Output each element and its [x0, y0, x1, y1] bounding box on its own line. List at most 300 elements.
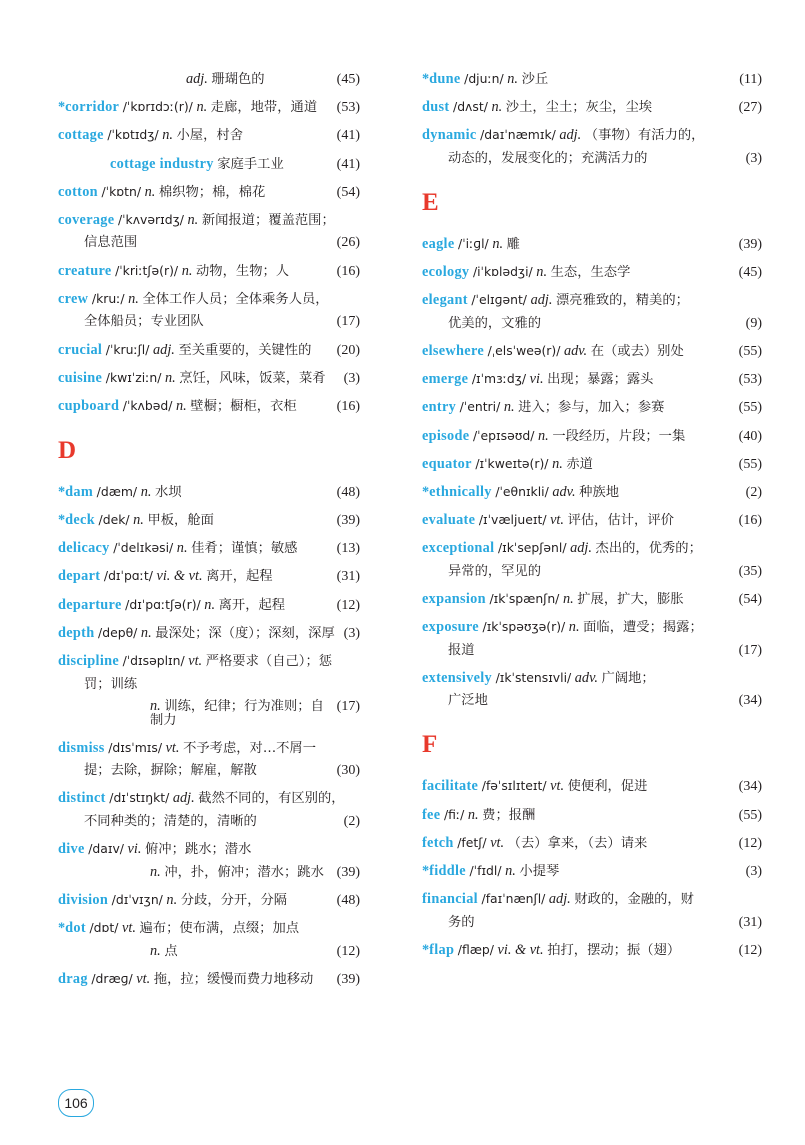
definition: 离开，起程 — [206, 569, 273, 585]
part-of-speech: adj. — [186, 71, 208, 87]
entry-text — [58, 569, 337, 583]
headword: extensively — [422, 669, 493, 686]
part-of-speech: n. — [181, 262, 193, 279]
page-reference: (3) — [745, 150, 762, 166]
entry-line — [422, 400, 762, 415]
dictionary-entry — [422, 293, 762, 331]
page-reference: (30) — [336, 763, 360, 779]
entry-text — [58, 814, 344, 828]
page-reference: (13) — [336, 541, 360, 557]
page-reference: (41) — [336, 156, 360, 172]
entry-line — [422, 316, 762, 331]
page-reference: (54) — [336, 184, 360, 200]
page-reference: (54) — [738, 591, 762, 607]
phonetic-transcription: /djuːn/ — [464, 71, 504, 86]
part-of-speech: vt. — [165, 739, 180, 756]
page-reference: (40) — [738, 428, 762, 444]
headword: equator — [422, 455, 472, 472]
entry-text — [58, 598, 337, 612]
definition: 优美的，文雅的 — [448, 315, 542, 331]
page-reference: (55) — [738, 807, 762, 823]
entry-text — [58, 343, 337, 357]
definition: 面临，遭受；揭露； — [583, 620, 703, 636]
headword: financial — [422, 891, 478, 908]
dictionary-entry — [58, 292, 360, 330]
dictionary-entry — [422, 128, 762, 166]
definition: 扩展，扩大，膨胀 — [577, 591, 684, 607]
page-reference — [357, 742, 361, 756]
dictionary-entry — [58, 128, 360, 143]
asterisk-marker: * — [58, 920, 66, 937]
headword: episode — [422, 427, 470, 444]
entry-text — [58, 842, 357, 856]
headword: dismiss — [58, 739, 105, 756]
entry-line — [422, 592, 762, 607]
entry-line — [58, 626, 360, 641]
part-of-speech: n. — [187, 211, 199, 228]
definition: （去）拿来，（去）请来 — [507, 835, 648, 851]
entry-line — [58, 485, 360, 500]
dictionary-entry — [422, 892, 762, 930]
dictionary-entry — [422, 513, 762, 528]
definition: 壁橱；橱柜，衣柜 — [190, 398, 297, 414]
phonetic-transcription: /dek/ — [98, 512, 130, 528]
dictionary-entry — [422, 237, 762, 252]
page-reference: (2) — [745, 484, 762, 500]
dictionary-entry — [58, 157, 360, 172]
page-reference: (3) — [745, 863, 762, 879]
definition: 水坝 — [155, 484, 182, 500]
headword: depart — [58, 568, 101, 585]
letter-heading-f: F — [422, 731, 438, 759]
dictionary-entry — [58, 485, 360, 500]
phonetic-transcription: /depθ/ — [98, 624, 138, 640]
entry-line — [58, 292, 360, 307]
entry-line — [422, 564, 762, 579]
part-of-speech: adj. — [172, 790, 195, 807]
entry-line — [58, 513, 360, 528]
page-reference — [357, 922, 361, 936]
dictionary-entry — [58, 72, 360, 87]
page-reference: (53) — [336, 100, 360, 116]
phonetic-transcription: /ˈelɪɡənt/ — [471, 292, 527, 308]
entry-text — [58, 763, 337, 777]
page-reference — [357, 843, 361, 857]
part-of-speech: n. — [176, 540, 188, 557]
entry-text — [422, 72, 739, 86]
page-reference: (3) — [343, 370, 360, 386]
definition: 珊瑚色的 — [211, 72, 265, 87]
asterisk-marker: * — [422, 941, 430, 958]
headword: division — [58, 891, 109, 908]
entry-line — [422, 836, 762, 851]
two-column-layout — [0, 72, 805, 1000]
dictionary-entry — [422, 864, 762, 879]
definition: 信息范围 — [84, 235, 138, 251]
definition: 严格要求（自己）；惩 — [205, 654, 333, 669]
entry-text — [422, 265, 739, 279]
phonetic-transcription: /ˈkɒtɪdʒ/ — [107, 127, 159, 143]
headword: elsewhere — [422, 342, 484, 359]
entry-text — [58, 541, 337, 555]
dictionary-entry — [58, 100, 360, 115]
entry-line — [422, 151, 762, 166]
headword: emerge — [422, 371, 469, 388]
dictionary-entry — [58, 791, 360, 829]
phonetic-transcription: /ɪkˈsepʃənl/ — [497, 540, 567, 556]
part-of-speech: n. — [568, 619, 580, 636]
page-reference: (3) — [343, 625, 360, 641]
left-column — [0, 72, 402, 1000]
part-of-speech: vt. — [136, 970, 151, 987]
phonetic-transcription: /fetʃ/ — [457, 834, 487, 850]
part-of-speech: n. — [503, 399, 515, 416]
headword: cotton — [58, 183, 98, 200]
phonetic-transcription: /ɪkˈstensɪvli/ — [495, 669, 572, 685]
headword: fee — [422, 806, 441, 823]
phonetic-transcription: /dɒt/ — [89, 920, 119, 936]
headword: exposure — [422, 619, 479, 636]
definition: 漂亮雅致的，精美的； — [555, 293, 689, 309]
entry-text — [422, 836, 739, 850]
dictionary-entry — [422, 592, 762, 607]
entry-line — [58, 763, 360, 778]
headword: fetch — [422, 834, 454, 851]
entry-line — [58, 972, 360, 987]
definition: 不予考虑，对…不屑一 — [183, 740, 317, 756]
page-reference: (12) — [738, 942, 762, 958]
part-of-speech: n. — [175, 397, 187, 414]
headword: fiddle — [429, 862, 466, 879]
headword: exceptional — [422, 540, 495, 557]
entry-text — [58, 314, 337, 328]
part-of-speech: vt. — [188, 653, 203, 669]
entry-text — [422, 671, 759, 685]
definition: 动态的，发展变化的；充满活力的 — [448, 150, 648, 166]
entry-line — [422, 100, 762, 115]
entry-text — [422, 457, 739, 471]
page-reference — [759, 294, 763, 308]
entry-text — [422, 620, 759, 634]
headword: crucial — [58, 341, 103, 358]
entry-line — [58, 314, 360, 329]
dictionary-entry — [58, 598, 360, 613]
definition: 沙土，尘土；灰尘，尘埃 — [505, 100, 653, 116]
phonetic-transcription: /iˈkɒlədʒi/ — [472, 264, 533, 280]
entry-line — [58, 399, 360, 414]
page-reference: (55) — [738, 343, 762, 359]
definition: 提；去除，摒除；解雇，解散 — [84, 763, 257, 779]
page-reference: (31) — [336, 569, 360, 585]
part-of-speech: vt. — [490, 834, 505, 851]
entry-text — [58, 865, 337, 879]
asterisk-marker: * — [422, 483, 430, 500]
asterisk-marker: * — [58, 483, 66, 500]
headword: facilitate — [422, 778, 479, 795]
page-reference: (39) — [738, 236, 762, 252]
entry-text — [58, 485, 337, 499]
definition: 报道 — [448, 642, 475, 658]
page-reference: (55) — [738, 400, 762, 416]
entry-line — [58, 72, 360, 87]
page-reference: (11) — [739, 72, 762, 87]
entry-line — [422, 265, 762, 280]
headword: departure — [58, 596, 122, 613]
page-reference: (17) — [738, 642, 762, 658]
headword: corridor — [65, 99, 120, 116]
definition: 一段经历，片段；一集 — [552, 428, 686, 444]
dictionary-entry — [422, 836, 762, 851]
dictionary-entry — [422, 400, 762, 415]
page-reference: (17) — [336, 314, 360, 330]
headword: dust — [422, 99, 450, 116]
page-reference — [357, 293, 361, 307]
entry-line — [58, 128, 360, 143]
page-reference — [759, 893, 763, 907]
phonetic-transcription: /ˈiːɡl/ — [458, 235, 489, 251]
dictionary-entry — [58, 541, 360, 556]
definition: 遍布；使布满，点缀；加点 — [139, 921, 300, 937]
part-of-speech: n. — [144, 183, 156, 200]
definition: 俯冲；跳水；潜水 — [145, 842, 252, 858]
phonetic-transcription: /fiː/ — [443, 806, 465, 822]
headword: distinct — [58, 790, 106, 807]
dictionary-entry — [422, 72, 762, 87]
phonetic-transcription: /kwɪˈziːn/ — [105, 369, 162, 385]
dictionary-entry — [422, 100, 762, 115]
dictionary-entry — [58, 842, 360, 880]
headword: drag — [58, 970, 88, 987]
entry-text — [58, 264, 337, 278]
entry-line — [422, 344, 762, 359]
page-reference — [759, 129, 763, 143]
entry-text — [422, 400, 739, 414]
part-of-speech: adv. — [563, 342, 588, 359]
headword: elegant — [422, 292, 468, 309]
page-reference: (12) — [336, 597, 360, 613]
entry-line — [422, 643, 762, 658]
part-of-speech: n. — [536, 264, 548, 281]
entry-text — [58, 741, 357, 755]
part-of-speech: vt. — [550, 778, 565, 795]
part-of-speech: adj. — [530, 292, 553, 309]
definition: 务的 — [448, 914, 475, 930]
entry-text — [58, 513, 337, 527]
entry-line — [422, 943, 762, 958]
part-of-speech: n. — [538, 427, 549, 444]
phonetic-transcription: /kruː/ — [91, 290, 125, 306]
phonetic-transcription: /ˌelsˈweə(r)/ — [487, 342, 561, 358]
part-of-speech: adj. — [559, 127, 582, 144]
definition: 广泛地 — [448, 693, 488, 709]
part-of-speech: n. — [507, 71, 518, 87]
entry-line — [58, 921, 360, 936]
headword: cottage industry — [110, 155, 214, 172]
definition: 冲，扑，俯冲；潜水；跳水 — [164, 864, 324, 880]
definition: 最深处；深（度）；深刻，深厚 — [155, 625, 335, 641]
definition: 新闻报道；覆盖范围； — [201, 212, 335, 228]
definition: 全体船员；专业团队 — [84, 314, 204, 330]
entry-line — [58, 213, 360, 228]
phonetic-transcription: /ˈkʌbəd/ — [122, 397, 173, 413]
part-of-speech: n. — [166, 891, 178, 908]
dictionary-entry — [58, 654, 360, 728]
headword: cottage — [58, 127, 104, 144]
phonetic-transcription: /ˈkruːʃl/ — [105, 341, 150, 357]
entry-line — [58, 814, 360, 829]
page-reference: (48) — [336, 484, 360, 500]
definition: 家庭手工业 — [217, 156, 284, 172]
entry-line — [422, 128, 762, 143]
page-reference — [357, 655, 361, 669]
definition: 截然不同的，有区别的， — [198, 791, 345, 807]
entry-line — [422, 485, 762, 500]
definition: 在（或去）别处 — [590, 343, 684, 359]
dictionary-entry — [58, 741, 360, 779]
phonetic-transcription: /ˈfɪdl/ — [469, 862, 502, 878]
dictionary-entry — [58, 626, 360, 641]
part-of-speech: adj. — [570, 540, 592, 557]
page-reference: (16) — [336, 263, 360, 279]
definition: 评估，估计，评价 — [567, 513, 674, 529]
page-reference: (55) — [738, 456, 762, 472]
part-of-speech: n. — [162, 127, 173, 144]
page-reference: (27) — [738, 100, 762, 116]
page-reference — [357, 214, 361, 228]
entry-line — [58, 541, 360, 556]
part-of-speech: n. — [204, 596, 216, 613]
asterisk-marker: * — [422, 71, 430, 87]
definition: 拖，拉；缓慢而费力地移动 — [153, 971, 314, 987]
definition: 小屋，村舍 — [176, 128, 243, 144]
entry-line — [58, 598, 360, 613]
phonetic-transcription: /dræɡ/ — [91, 970, 133, 986]
entry-text — [422, 485, 746, 499]
definition: 杰出的，优秀的； — [595, 541, 702, 557]
part-of-speech: n. — [562, 590, 574, 607]
page-reference: (39) — [336, 864, 360, 880]
definition: 费；报酬 — [482, 807, 536, 823]
phonetic-transcription: /ɪˈmɜːdʒ/ — [471, 371, 527, 387]
definition: （事物）有活力的， — [584, 128, 705, 144]
page-reference: (35) — [738, 563, 762, 579]
page-reference: (53) — [738, 372, 762, 388]
headword: dam — [65, 483, 94, 500]
dictionary-entry — [422, 344, 762, 359]
definition: 沙丘 — [521, 72, 549, 87]
dictionary-entry — [422, 485, 762, 500]
phonetic-transcription: /ˈdelɪkəsi/ — [113, 540, 174, 556]
phonetic-transcription: /ˈkɒtn/ — [101, 183, 142, 199]
page-reference: (12) — [336, 943, 360, 959]
phonetic-transcription: /ˈkɒrɪdɔː(r)/ — [122, 99, 193, 115]
part-of-speech: n. — [133, 512, 144, 529]
headword: entry — [422, 399, 457, 416]
phonetic-transcription: /dɪˈpɑːt/ — [103, 568, 153, 584]
dictionary-entry — [58, 213, 360, 251]
entry-text — [422, 237, 739, 251]
entry-text — [422, 151, 746, 165]
entry-line — [58, 235, 360, 250]
entry-text — [422, 943, 739, 957]
entry-text — [422, 128, 759, 142]
phonetic-transcription: /ɪkˈspəʊʒə(r)/ — [482, 619, 566, 635]
headword: cupboard — [58, 397, 120, 414]
page-reference — [357, 678, 361, 692]
definition: 点 — [164, 943, 178, 959]
entry-line — [58, 865, 360, 880]
page-reference: (39) — [336, 971, 360, 987]
entry-line — [422, 372, 762, 387]
entry-text — [58, 893, 337, 907]
page-reference — [759, 542, 763, 556]
entry-line — [58, 343, 360, 358]
definition: 生态，生态学 — [550, 265, 631, 281]
headword: crew — [58, 290, 89, 307]
entry-text — [58, 654, 357, 668]
phonetic-transcription: /dɪˈpɑːtʃə(r)/ — [125, 596, 201, 612]
part-of-speech: n. — [491, 99, 503, 116]
entry-text — [422, 643, 739, 657]
page-reference: (45) — [336, 72, 360, 87]
part-of-speech: n. — [140, 624, 152, 641]
headword: dive — [58, 841, 85, 858]
entry-text — [58, 235, 337, 249]
page-reference: (31) — [738, 914, 762, 930]
entry-text — [422, 915, 739, 929]
page-reference — [759, 621, 763, 635]
dictionary-entry — [58, 569, 360, 584]
headword: flap — [429, 941, 455, 958]
entry-line — [422, 864, 762, 879]
entry-text — [422, 693, 739, 707]
part-of-speech: n. — [552, 455, 563, 472]
page-reference: (17) — [336, 699, 360, 714]
entry-line — [422, 293, 762, 308]
definition: 雕 — [506, 236, 520, 252]
page-reference: (2) — [343, 813, 360, 829]
phonetic-transcription: /faɪˈnænʃl/ — [481, 891, 546, 907]
entry-text — [422, 592, 739, 606]
page-reference: (48) — [336, 892, 360, 908]
part-of-speech: adv. — [574, 669, 598, 686]
page-reference — [759, 672, 763, 686]
phonetic-transcription: /ˈkriːtʃə(r)/ — [115, 262, 179, 278]
entry-line — [58, 157, 360, 172]
headword: dot — [65, 920, 86, 937]
dictionary-entry — [422, 265, 762, 280]
headword: cuisine — [58, 369, 103, 386]
entry-text — [58, 185, 337, 199]
entry-text — [58, 399, 337, 413]
page-reference: (39) — [336, 513, 360, 529]
entry-text — [422, 429, 739, 443]
headword: eagle — [422, 235, 455, 252]
entry-line — [58, 699, 360, 728]
entry-line — [58, 944, 360, 959]
headword: dune — [429, 71, 461, 87]
definition: 甲板，舱面 — [147, 513, 214, 529]
entry-text — [58, 921, 357, 935]
dictionary-entry — [422, 808, 762, 823]
entry-text — [422, 808, 739, 822]
definition: 广阔地； — [601, 670, 655, 686]
entry-line — [58, 264, 360, 279]
part-of-speech: n. — [150, 863, 161, 880]
phonetic-transcription: /daɪˈnæmɪk/ — [480, 127, 556, 143]
definition: 佳肴；谨慎；敏感 — [191, 541, 298, 557]
asterisk-marker: * — [422, 862, 430, 879]
